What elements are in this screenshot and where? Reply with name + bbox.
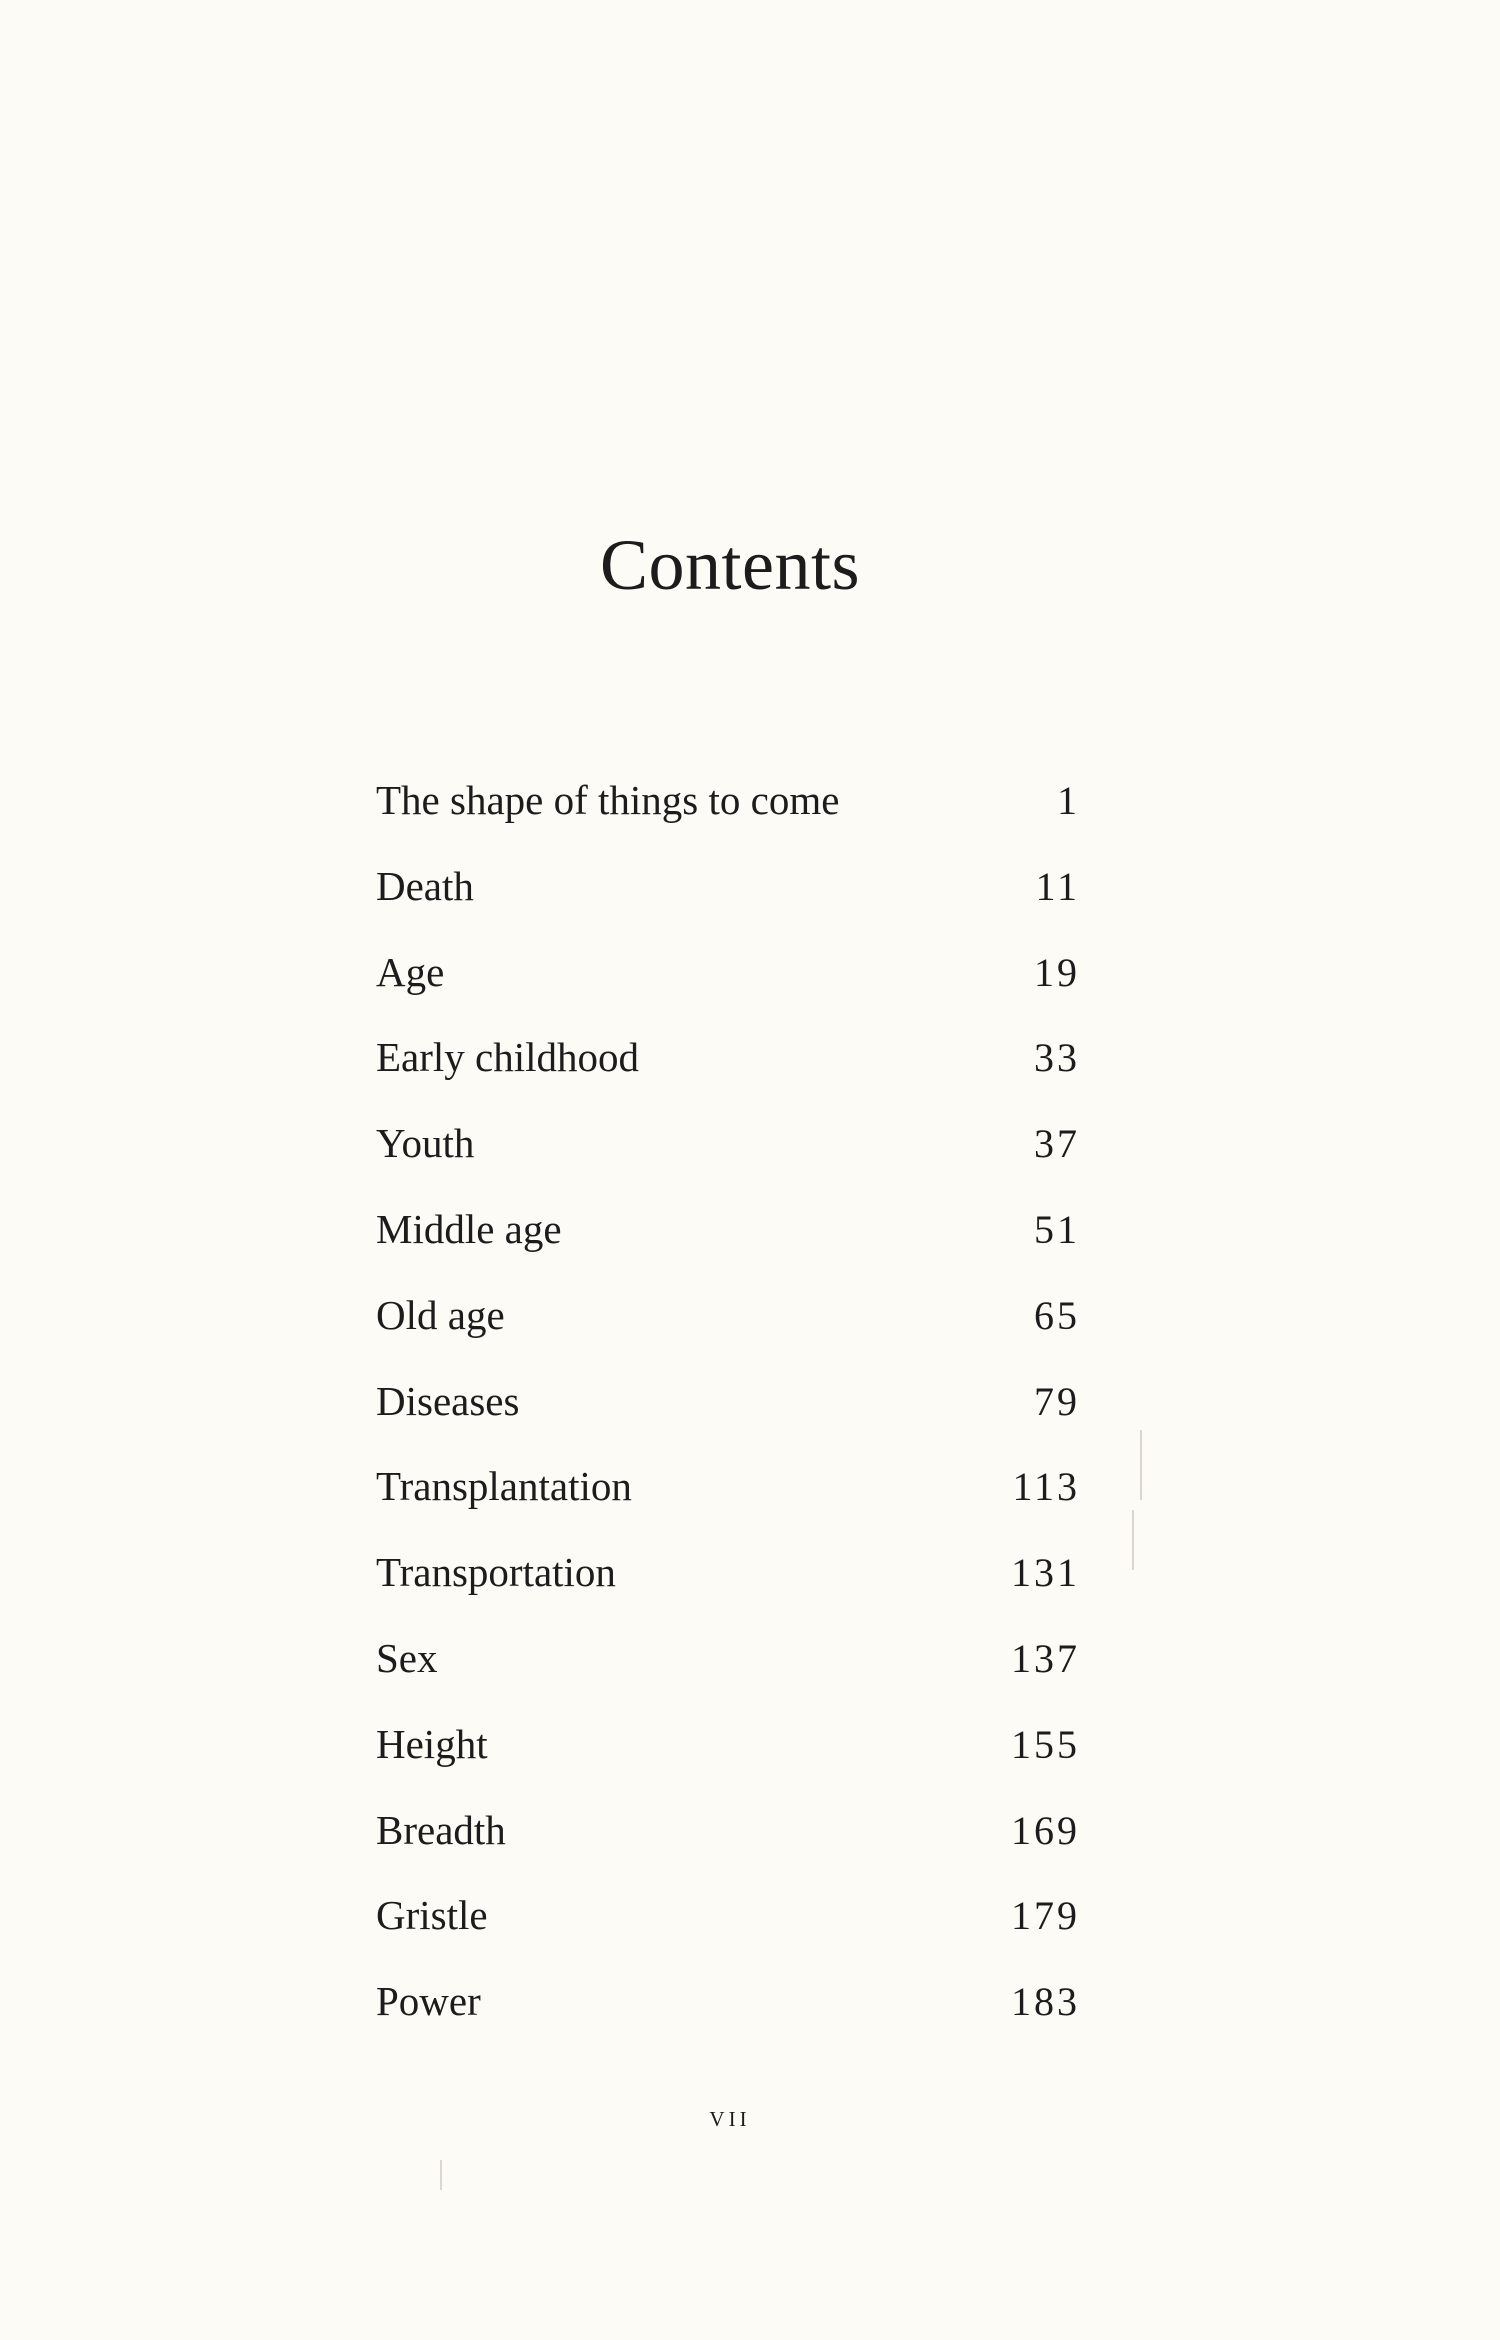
toc-entry-title: Old age bbox=[376, 1291, 505, 1338]
toc-entry bbox=[376, 1885, 1080, 1971]
scan-speck bbox=[1132, 1510, 1134, 1570]
toc-entry-page: 131 bbox=[1011, 1550, 1080, 1596]
toc-entry-page: 155 bbox=[1011, 1721, 1080, 1767]
toc-entry bbox=[376, 1199, 1080, 1285]
toc-entry bbox=[376, 1456, 1080, 1542]
toc-entry bbox=[376, 1027, 1080, 1113]
toc-entry-title: Height bbox=[376, 1720, 488, 1767]
toc-entry-page: 79 bbox=[1034, 1378, 1080, 1424]
toc-entry bbox=[376, 1971, 1080, 2057]
toc-entry bbox=[376, 856, 1080, 942]
toc-entry bbox=[376, 770, 1080, 856]
toc-entry-page: 51 bbox=[1034, 1206, 1080, 1252]
toc-entry-title: Gristle bbox=[376, 1892, 488, 1939]
toc-entry bbox=[376, 1285, 1080, 1371]
toc-entry bbox=[376, 1113, 1080, 1199]
page-folio: vii bbox=[709, 2100, 751, 2133]
toc-entry bbox=[376, 942, 1080, 1028]
toc-entry-page: 65 bbox=[1034, 1292, 1080, 1338]
toc-entry-page: 113 bbox=[1012, 1464, 1080, 1510]
toc-entry-title: Age bbox=[376, 948, 445, 995]
toc-entry bbox=[376, 1714, 1080, 1800]
toc-entry-title: Transplantation bbox=[376, 1463, 632, 1510]
toc-entry-title: Sex bbox=[376, 1634, 438, 1681]
toc-entry-title: Diseases bbox=[376, 1377, 520, 1424]
toc-entry-page: 183 bbox=[1011, 1979, 1080, 2025]
toc-entry-page: 137 bbox=[1011, 1635, 1080, 1681]
toc-entry-title: Death bbox=[376, 862, 474, 909]
toc-entry-page: 1 bbox=[1057, 778, 1080, 823]
toc-entry bbox=[376, 1542, 1080, 1628]
toc-entry-title: Youth bbox=[376, 1120, 475, 1167]
table-of-contents bbox=[376, 770, 1080, 2057]
toc-entry-page: 37 bbox=[1034, 1121, 1080, 1167]
toc-entry-page: 11 bbox=[1035, 863, 1080, 909]
toc-entry-title: Power bbox=[376, 1978, 481, 2025]
toc-entry bbox=[376, 1800, 1080, 1886]
page-title: Contents bbox=[599, 525, 860, 605]
toc-entry-page: 169 bbox=[1011, 1807, 1080, 1853]
toc-entry-title: Early childhood bbox=[376, 1034, 640, 1081]
scan-speck bbox=[440, 2160, 442, 2190]
toc-entry-page: 179 bbox=[1011, 1893, 1080, 1939]
toc-entry-title: Transportation bbox=[376, 1549, 616, 1596]
toc-entry-title: Middle age bbox=[376, 1205, 562, 1252]
toc-entry-page: 33 bbox=[1034, 1035, 1080, 1081]
toc-entry bbox=[376, 1628, 1080, 1714]
toc-entry bbox=[376, 1371, 1080, 1457]
toc-entry-title: Breadth bbox=[376, 1806, 506, 1853]
toc-entry-title: The shape of things to come bbox=[376, 777, 840, 823]
scan-speck bbox=[1140, 1430, 1142, 1500]
toc-entry-page: 19 bbox=[1034, 949, 1080, 995]
